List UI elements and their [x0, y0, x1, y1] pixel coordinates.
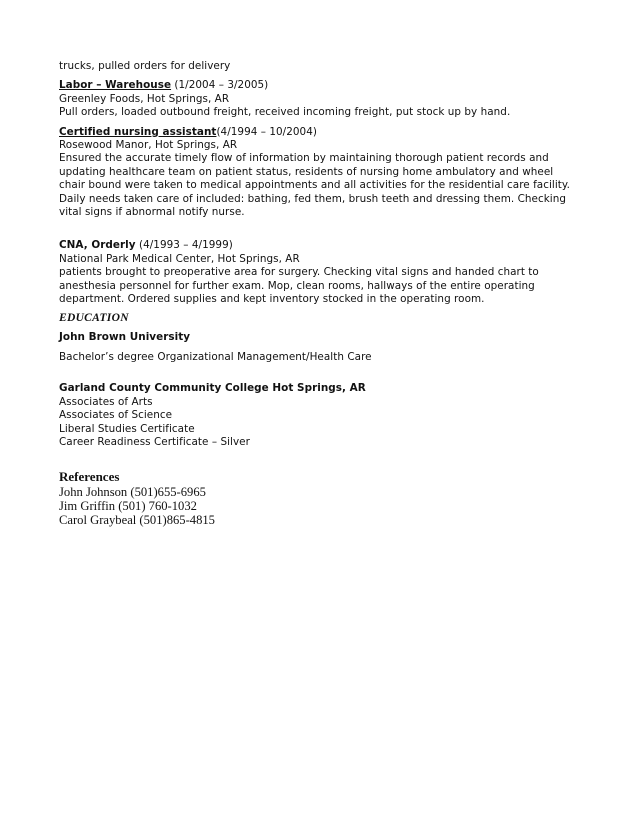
job-desc-line: patients brought to preoperative area for surgery. Checking vital signs and handed chart to: [59, 266, 539, 279]
degree-item: Career Readiness Certificate – Silver: [59, 435, 250, 448]
reference-item: John Johnson (501)655-6965: [59, 484, 206, 499]
intro-line: trucks, pulled orders for delivery: [59, 60, 231, 72]
school-name: John Brown University: [59, 330, 191, 343]
job-dates: (1/2004 – 3/2005): [174, 79, 269, 92]
job-entry-cna: [59, 126, 579, 220]
school-entry: [59, 331, 579, 365]
resume-page: [59, 60, 579, 527]
job-header: [59, 126, 579, 139]
job-header: [59, 239, 579, 252]
degree-item: Liberal Studies Certificate: [59, 422, 195, 435]
job-title: Certified nursing assistant: [59, 125, 217, 138]
job-entry-warehouse: [59, 79, 579, 119]
degree-item: Bachelor’s degree Organizational Management/Health Care: [59, 350, 372, 363]
job-desc-line: anesthesia personnel for further exam. Mop, clean rooms, hallways of the entire operating: [59, 279, 535, 292]
degree-item: Associates of Science: [59, 409, 173, 422]
job-header: [59, 79, 579, 92]
school-name: Garland County Community College Hot Springs, AR: [59, 382, 366, 395]
reference-item: Jim Griffin (501) 760-1032: [59, 498, 197, 513]
experience-section: [59, 60, 579, 307]
reference-item: Carol Graybeal (501)865-4815: [59, 512, 215, 527]
job-desc-line: Pull orders, loaded outbound freight, received incoming freight, put stock up by hand.: [59, 106, 511, 119]
job-title: Labor – Warehouse: [59, 79, 172, 92]
job-desc-line: Ensured the accurate timely flow of information by maintaining thorough patient records and: [59, 152, 549, 165]
references-section: [59, 470, 579, 527]
references-title: References: [59, 469, 120, 485]
job-title: CNA, Orderly: [59, 239, 136, 252]
job-desc-line: department. Ordered supplies and kept inventory stocked in the operating room.: [59, 293, 485, 306]
job-desc-line: vital signs if abnormal notify nurse.: [59, 206, 245, 219]
education-section: [59, 311, 579, 450]
job-employer: Rosewood Manor, Hot Springs, AR: [59, 139, 238, 152]
job-desc-line: updating healthcare team on patient status, residents of nursing home ambulatory and wheel: [59, 165, 554, 178]
job-desc-line: chair bound were taken to medical appointments and all activities for the residential care facility.: [59, 179, 570, 192]
job-entry-orderly: [59, 239, 579, 306]
job-dates: (4/1994 – 10/2004): [216, 125, 317, 138]
school-entry: [59, 382, 579, 449]
job-desc-line: Daily needs taken care of included: bathing, fed them, brush teeth and dressing them. Checking: [59, 192, 567, 205]
job-employer: Greenley Foods, Hot Springs, AR: [59, 92, 230, 105]
degree-item: Associates of Arts: [59, 395, 153, 408]
job-dates: (4/1993 – 4/1999): [138, 239, 233, 252]
education-heading: EDUCATION: [59, 311, 129, 324]
job-employer: National Park Medical Center, Hot Springs, AR: [59, 252, 300, 265]
